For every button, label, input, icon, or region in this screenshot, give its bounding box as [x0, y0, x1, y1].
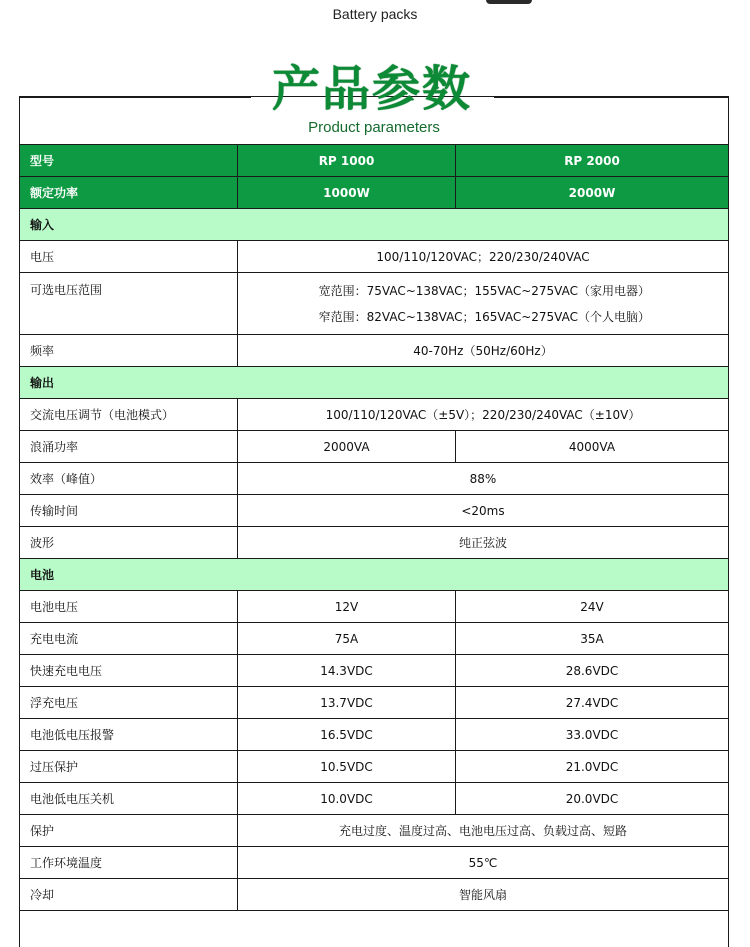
row-value-b: 4000VA: [456, 431, 729, 463]
row-value: 55℃: [238, 847, 729, 879]
row-label: 冷却: [20, 879, 238, 911]
row-label: 浪涌功率: [20, 431, 238, 463]
row-value-b: 27.4VDC: [456, 687, 729, 719]
table-row: [20, 815, 729, 847]
row-label: 频率: [20, 335, 238, 367]
section-battery-label: 电池: [20, 559, 729, 591]
row-label: 充电电流: [20, 623, 238, 655]
row-value: 88%: [238, 463, 729, 495]
row-label: 工作环境温度: [20, 847, 238, 879]
range-values: [238, 273, 729, 335]
spec-table: [19, 144, 729, 911]
row-label: 电压: [20, 241, 238, 273]
row-value: <20ms: [238, 495, 729, 527]
row-value-a: 75A: [238, 623, 456, 655]
row-label: 波形: [20, 527, 238, 559]
title-rule-right: [494, 96, 728, 98]
row-label: 交流电压调节（电池模式）: [20, 399, 238, 431]
section-output-label: 输出: [20, 367, 729, 399]
page-title: 产品参数: [271, 61, 472, 117]
row-label: 浮充电压: [20, 687, 238, 719]
title-rule-left: [19, 96, 251, 98]
table-row: [20, 591, 729, 623]
row-value-b: 28.6VDC: [456, 655, 729, 687]
row-label: 过压保护: [20, 751, 238, 783]
section-output: [20, 367, 729, 399]
row-value-a: 10.5VDC: [238, 751, 456, 783]
table-row: [20, 241, 729, 273]
page-subtitle: Product parameters: [308, 119, 440, 136]
row-value: 40-70Hz（50Hz/60Hz）: [238, 335, 729, 367]
row-label: 可选电压范围: [20, 273, 238, 335]
row-value-b: 21.0VDC: [456, 751, 729, 783]
row-value-a: 13.7VDC: [238, 687, 456, 719]
table-row: [20, 719, 729, 751]
table-row: [20, 463, 729, 495]
table-row: [20, 879, 729, 911]
table-row: [20, 847, 729, 879]
image-caption: Battery packs: [332, 6, 418, 22]
row-value-b: 24V: [456, 591, 729, 623]
range-wide: 宽范围：75VAC~138VAC；155VAC~275VAC（家用电器）: [318, 283, 650, 298]
section-input: [20, 209, 729, 241]
row-label: 保护: [20, 815, 238, 847]
row-label: 快速充电电压: [20, 655, 238, 687]
row-value: 100/110/120VAC（±5V）；220/230/240VAC（±10V）: [238, 399, 729, 431]
row-value-a: 2000VA: [238, 431, 456, 463]
row-label: 传输时间: [20, 495, 238, 527]
table-row: [20, 335, 729, 367]
row-value-a: 10.0VDC: [238, 783, 456, 815]
row-label: 电池低电压关机: [20, 783, 238, 815]
row-value-a: 14.3VDC: [238, 655, 456, 687]
section-battery: [20, 559, 729, 591]
row-value-a: 12V: [238, 591, 456, 623]
row-value: 充电过度、温度过高、电池电压过高、负载过高、短路: [238, 815, 729, 847]
table-row: [20, 783, 729, 815]
power-b: 2000W: [456, 177, 729, 209]
table-row: [20, 431, 729, 463]
row-label: 电池低电压报警: [20, 719, 238, 751]
table-row: [20, 495, 729, 527]
table-row: [20, 655, 729, 687]
product-image-edge: [486, 0, 532, 4]
row-value: 智能风扇: [238, 879, 729, 911]
table-row: [20, 751, 729, 783]
row-value: 100/110/120VAC；220/230/240VAC: [238, 241, 729, 273]
row-label: 效率（峰值）: [20, 463, 238, 495]
table-row: [20, 623, 729, 655]
row-value: 纯正弦波: [238, 527, 729, 559]
row-value-b: 20.0VDC: [456, 783, 729, 815]
row-value-b: 33.0VDC: [456, 719, 729, 751]
section-input-label: 输入: [20, 209, 729, 241]
table-row: [20, 527, 729, 559]
model-b: RP 2000: [456, 145, 729, 177]
row-label: 电池电压: [20, 591, 238, 623]
table-row: [20, 399, 729, 431]
table-row: [20, 273, 729, 335]
model-label: 型号: [20, 145, 238, 177]
table-row: [20, 687, 729, 719]
range-narrow: 窄范围：82VAC~138VAC；165VAC~275VAC（个人电脑）: [318, 309, 650, 324]
table-row-power: [20, 177, 729, 209]
row-value-b: 35A: [456, 623, 729, 655]
model-a: RP 1000: [238, 145, 456, 177]
power-label: 额定功率: [20, 177, 238, 209]
power-a: 1000W: [238, 177, 456, 209]
row-value-a: 16.5VDC: [238, 719, 456, 751]
table-row-model: [20, 145, 729, 177]
